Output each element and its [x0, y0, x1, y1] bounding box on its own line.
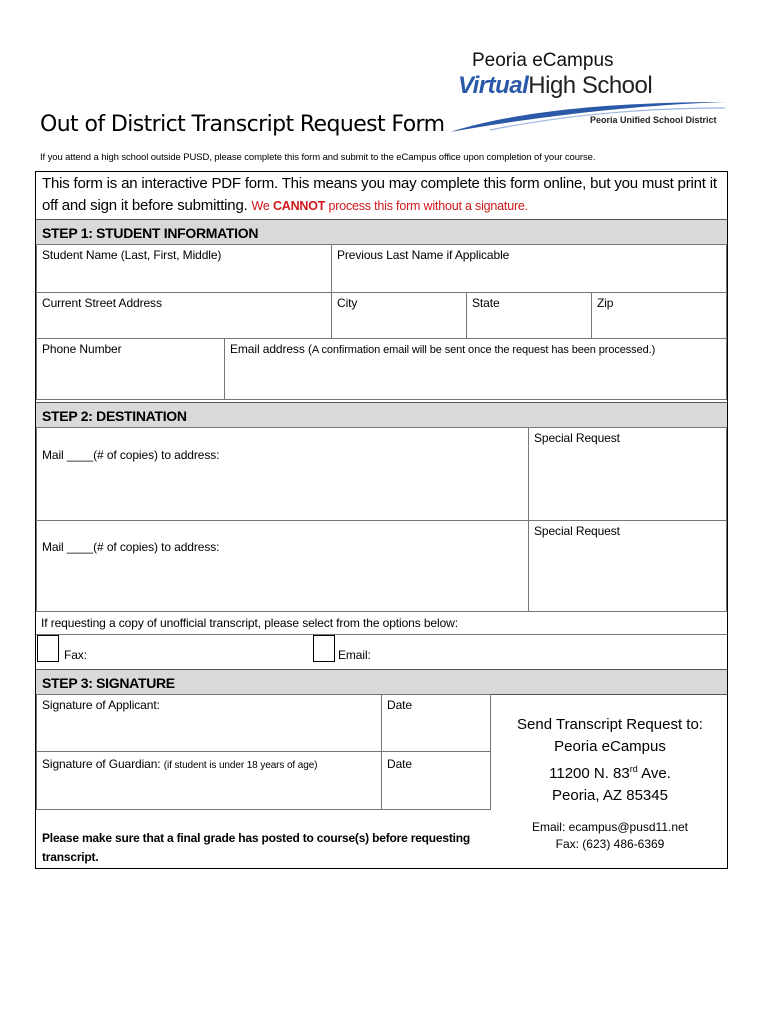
step2-heading: STEP 2: DESTINATION — [36, 402, 727, 428]
zip-field[interactable] — [591, 292, 727, 339]
notice-warning-a: We — [251, 199, 273, 213]
contact-block — [492, 819, 728, 853]
unofficial-transcript-label: If requesting a copy of unofficial transcript, please select from the options below: — [41, 616, 458, 630]
email-checkbox[interactable] — [313, 635, 335, 662]
guardian-signature-label: Signature of Guardian: — [42, 757, 161, 771]
special-request-1-label: Special Request — [534, 431, 620, 445]
interactive-notice — [42, 173, 722, 217]
email-address-note: A confirmation email will be sent once the request has been processed.) — [311, 344, 656, 356]
previous-name-field[interactable] — [331, 244, 727, 293]
street-address-field[interactable] — [36, 292, 332, 339]
logo-district-name: Peoria Unified School District — [590, 115, 717, 125]
special-request-2-field[interactable] — [528, 520, 727, 612]
email-address-field[interactable] — [224, 338, 727, 400]
applicant-signature-label: Signature of Applicant: — [42, 698, 160, 712]
unofficial-transcript-prompt — [36, 611, 727, 635]
fax-checkbox[interactable] — [37, 635, 59, 662]
mail-address-1-field[interactable] — [36, 427, 529, 521]
logo-high-school-word: High School — [528, 72, 653, 99]
student-name-label: Student Name (Last, First, Middle) — [42, 248, 222, 262]
phone-number-field[interactable] — [36, 338, 225, 400]
send-to-city: Peoria, AZ 85345 — [552, 787, 668, 804]
contact-fax: Fax: (623) 486-6369 — [555, 837, 665, 851]
notice-main: This form is an interactive PDF form. This means you may complete this form online, but you must print it off and sign it before submitting. — [42, 175, 717, 214]
notice-warning-cannot: CANNOT — [272, 199, 326, 213]
state-field[interactable] — [466, 292, 592, 339]
send-to-heading: Send Transcript Request to: — [517, 716, 703, 733]
guardian-signature-note: (if student is under 18 years of age) — [163, 760, 318, 771]
step1-heading: STEP 1: STUDENT INFORMATION — [36, 219, 727, 245]
special-request-1-field[interactable] — [528, 427, 727, 521]
mail-address-2-field[interactable] — [36, 520, 529, 612]
zip-label: Zip — [597, 296, 614, 310]
guardian-date-field[interactable] — [381, 751, 491, 810]
logo-virtual-word: Virtual — [458, 72, 529, 99]
city-label: City — [337, 296, 358, 310]
send-to-name: Peoria eCampus — [554, 738, 666, 755]
send-to-street — [492, 758, 728, 785]
contact-email[interactable]: Email: ecampus@pusd11.net — [531, 820, 689, 834]
mail-address-1-label: Mail ____(# of copies) to address: — [42, 448, 220, 462]
notice-warning — [252, 199, 528, 213]
notice-warning-c: process this form without a signature. — [325, 199, 528, 213]
send-to-street-b: Ave. — [637, 765, 671, 782]
guardian-signature-field[interactable] — [36, 751, 382, 810]
fax-label: Fax: — [64, 648, 87, 662]
email-address-label: Email address ( — [230, 342, 312, 356]
logo-peoria-ecampus: Peoria eCampus — [472, 50, 614, 71]
previous-name-label: Previous Last Name if Applicable — [337, 248, 510, 262]
mail-address-2-label: Mail ____(# of copies) to address: — [42, 540, 220, 554]
send-to-street-sup: rd — [629, 764, 638, 774]
step3-heading: STEP 3: SIGNATURE — [36, 669, 727, 695]
phone-number-label: Phone Number — [42, 342, 122, 356]
student-name-field[interactable] — [36, 244, 332, 293]
street-address-label: Current Street Address — [42, 296, 162, 310]
form-title: Out of District Transcript Request Form — [40, 112, 445, 137]
applicant-signature-field[interactable] — [36, 694, 382, 752]
intro-text: If you attend a high school outside PUSD, please complete this form and submit to the eCampus office upon completion of your course. — [40, 152, 596, 163]
guardian-date-label: Date — [387, 757, 412, 771]
applicant-date-label: Date — [387, 698, 412, 712]
special-request-2-label: Special Request — [534, 524, 620, 538]
email-label: Email: — [338, 648, 371, 662]
applicant-date-field[interactable] — [381, 694, 491, 752]
city-field[interactable] — [331, 292, 467, 339]
send-to-block — [492, 714, 728, 807]
state-label: State — [472, 296, 500, 310]
send-to-street-a: 11200 N. 83 — [549, 765, 630, 782]
final-grade-note: Please make sure that a final grade has posted to course(s) before requesting transcript. — [42, 831, 471, 864]
